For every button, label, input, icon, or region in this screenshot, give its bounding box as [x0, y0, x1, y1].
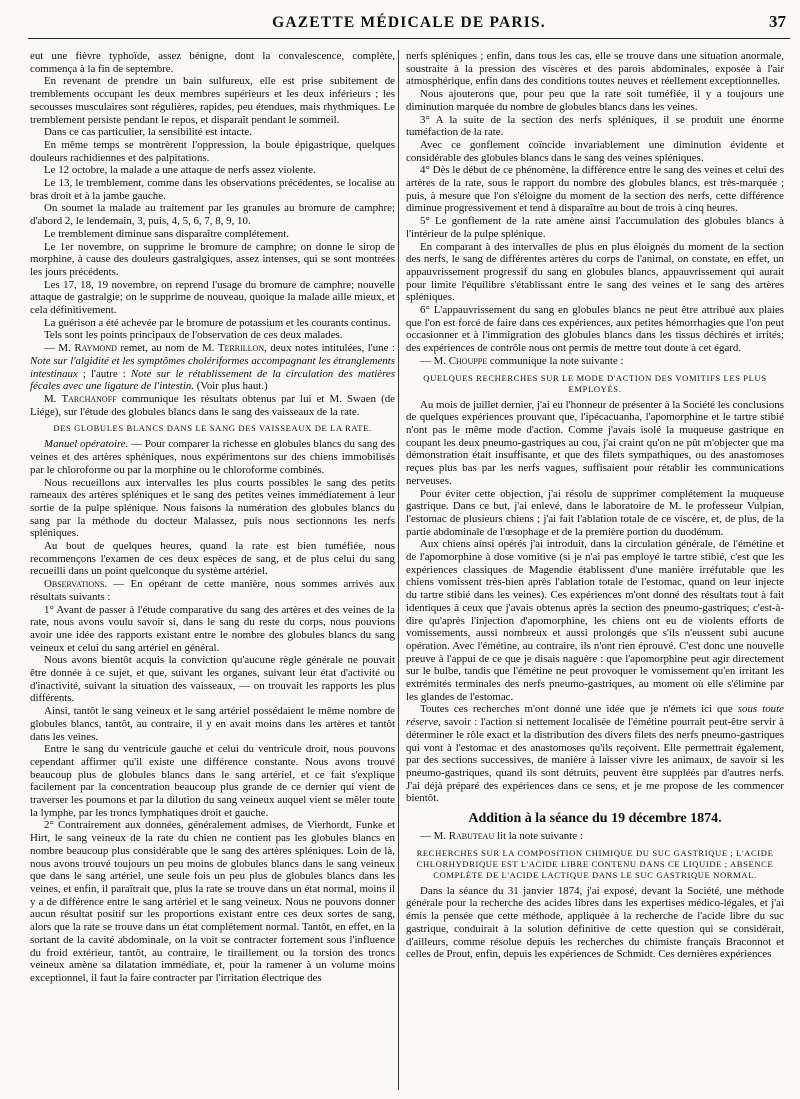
paragraph: Les 17, 18, 19 novembre, on reprend l'usage du bromure de camphre; nouvelle attaque de gastralgie; on le supprime de nouveau, quoique la malade aille mieux, et cela définitivement. — [30, 278, 395, 317]
text-run: communique la note suivante : — [487, 354, 624, 367]
text-run: ; l'autre : — [77, 367, 131, 380]
paragraph: Nous recueillons aux intervalles les plus courts possibles le sang des petits rameaux des artères spléniques et le sang des petites veines immédiatement à leur sortie de la pulpe splénique. Nous faisons la numération des globules blancs du sang par la méthode du docteur Malassez, puis nous sectionnons les nerfs spléniques. — [30, 476, 395, 540]
author-name: Terrillon — [217, 342, 265, 355]
raymond-paragraph — [30, 342, 395, 393]
paragraph: Ainsi, tantôt le sang veineux et le sang artériel possédaient le même nombre de globules blancs, tantôt, au contraire, il y en avait moins dans les artères et tantôt dans les veines. — [30, 705, 395, 743]
paragraph — [30, 438, 395, 476]
paragraph: 4° Dès le début de ce phénomène, la différence entre le sang des veines et celui des artères de la rate, sous le rapport du nombre des globules blancs, est très-marquée ; puis, à mesure que l'on s'éloigne du moment de la section des nerfs, cette différence diminue progressivement et tend à disparaître au bout de trois à cinq heures. — [406, 164, 784, 215]
text-run: Toutes ces recherches m'ont donné une idée que je n'émets ici que — [420, 703, 738, 716]
subheading: Manuel opératoire. — [44, 438, 129, 451]
paragraph: Au mois de juillet dernier, j'ai eu l'honneur de présenter à la Société les conclusions de quelques expériences prouvant que, l'ipécacuanha, l'apomorphine et le tartre stibié n'ont pas le même mode d'action. Comme j'avais isolé la muqueuse gastrique en coupant les deux pneumo-gastriques au cou, j'ai craint qu'on ne pût m'objecter que ma démonstration était insuffisante, et que des filets sympathiques, ou des anastomoses reçues plus bas par les nerfs vagues, suffisaient pour rétablir les communications nerveuses. — [406, 398, 784, 487]
right-column — [406, 50, 784, 1095]
paragraph: Nous ajouterons que, pour peu que la rate soit tuméfiée, il y a toujours une diminution marquée du nombre de globules blancs dans les veines. — [406, 88, 784, 113]
paragraph: 6° L'appauvrissement du sang en globules blancs ne peut être attribué aux plaies que l'on est forcé de faire dans ces expériences, aux petites hémorrhagies que l'on peut occasionner et à l'immigration des globules blancs dans les tissus déchirés et irrités; des expériences de contrôle nous ont permis de mettre tout doute à cet égard. — [406, 304, 784, 355]
paragraph: Avec ce gonflement coïncide invariablement une diminution évidente et considérable des globules blancs dans le sang des veines spléniques. — [406, 138, 784, 164]
column-divider — [398, 50, 399, 1090]
journal-title: GAZETTE MÉDICALE DE PARIS. — [272, 14, 546, 31]
section-title: QUELQUES RECHERCHES SUR LE MODE D'ACTION DES VOMITIFS LES PLUS EMPLOYÉS. — [423, 372, 767, 394]
paragraph: 3° A la suite de la section des nerfs spléniques, il se produit une énorme tuméfaction de la rate. — [406, 113, 784, 139]
author-name: Tarchanoff — [61, 392, 117, 405]
paragraph: Pour éviter cette objection, j'ai résolu de supprimer complétement la muqueuse gastrique. Dans ce but, j'ai enlevé, dans le laboratoire de M. le professeur Vulpian, l'estomac de plusieurs chiens ; j'ai fait l'ablation totale de ce viscère, et, de plus, de la partie abdominale de l'œsophage et de la première portion du duodénum. — [406, 487, 784, 538]
text-run: lit la note suivante : — [494, 830, 583, 843]
paragraph: Nous avons bientôt acquis la conviction qu'aucune règle générale ne pouvait être donnée à ce sujet, et que, suivant les organes, suivant leur état d'activité ou d'inactivité, suivant la situation des vaisseaux, — on trouvait les rapports les plus différents. — [30, 654, 395, 705]
text-run: — M. — [420, 830, 449, 843]
paragraph: En comparant à des intervalles de plus en plus éloignés du moment de la section des nerfs, le sang de différentes artères du corps de l'animal, on constate, en effet, un appauvrissement progressif du sang en globules blancs, appauvrissement qui aurait pour limite l'équilibre s'établissant entre le sang des veines et le sang des artères spléniques. — [406, 240, 784, 304]
addition-heading: Addition à la séance du 19 décembre 1874. — [468, 811, 722, 827]
author-name: Chouppe — [448, 354, 488, 367]
text-run: , savoir : l'action si nettement localisée de l'émétine pourrait peut-être servir à déterminer le rôle exact et la distribution des divers filets des nerfs pneumo-gastriques qui vont à l'estomac et des anastomoses qu'ils reçoivent. Elle permettrait également, par des sections successives, de manière à laisser vivre les animaux, de savoir si les pneumo-gastriques, quand ils sont détruits, peuvent être suppléés par d'autres nerfs. J'ai déjà préparé des expériences dans ce sens, et je me propose de les commencer bientôt. — [406, 716, 784, 805]
emphasis: sous toute réserve — [406, 703, 784, 729]
note-title: Note sur l'algidité et les symptômes cholériformes accompagnant les étranglements intestinaux — [30, 354, 395, 380]
paragraph: En revenant de prendre un bain sulfureux, elle est prise subitement de tremblements occupant les deux membres supérieurs et les deux inférieurs ; les secousses musculaires sont régulières, rapides, peu étendues, mais rhythmiques. Le tremblement persiste pendant le repos, et disparaît pendant le sommeil. — [30, 75, 395, 126]
paragraph: Le tremblement diminue sans disparaître complétement. — [44, 227, 289, 240]
paragraph: On soumet la malade au traitement par les granules au bromure de camphre; d'abord 2, le lendemain, 3, puis, 4, 5, 6, 7, 8, 9, 10. — [30, 202, 395, 228]
paragraph: eut une fièvre typhoïde, assez bénigne, dont la convalescence, complète, commença à la fin de septembre. — [30, 50, 395, 75]
paragraph — [30, 578, 395, 603]
page-number: 37 — [769, 12, 786, 31]
paragraph: Le 12 octobre, la malade a une attaque de nerfs assez violente. — [44, 164, 316, 177]
paragraph: 1° Avant de passer à l'étude comparative du sang des artères et des veines de la rate, nous avons voulu savoir si, dans le sang du reste du corps, nous pouvions avoir une idée des rapports existant entre le nombre des globules blancs du sang veineux et celui du sang artériel en général. — [30, 603, 395, 654]
text-run: — En opérant de cette manière, nous sommes arrivés aux résultats suivants : — [30, 578, 395, 603]
paragraph: La guérison a été achevée par le bromure de potassium et les courants continus. — [44, 316, 391, 329]
chouppe-paragraph — [406, 355, 784, 368]
paragraph — [406, 703, 784, 805]
section-title: DES GLOBULES BLANCS DANS LE SANG DES VAISSEAUX DE LA RATE. — [53, 423, 372, 434]
author-name: Rabuteau — [448, 830, 495, 843]
paragraph: 2° Contrairement aux données, généralement admises, de Vierhordt, Funke et Hirt, le sang veineux de la rate du chien ne contient pas les globules blancs en nombre beaucoup plus considérable que le sang des artères spléniques. Loin de là, nous avons trouvé toujours un peu moins de globules blancs dans le sang veineux que dans le sang artériel, une seule fois un peu plus de globules blancs dans les veines, et enfin, il paraîtrait que, plus la rate se trouve dans un état normal, moins il y a de différence entre le sang artériel et le sang veineux. Nous ne pouvons donner aucun résultat positif sur les proportions existant entre ces deux sortes de sang, alors que la rate se trouve dans un état complétement normal. Tantôt, en effet, en la sortant de la cavité abdominale, on la voit se contracter fortement sous l'influence du froid extérieur, tantôt, au contraire, le tiraillement ou la torsion des troncs veineux amène sa dilatation immédiate, et, pour la ramener à un volume moins exceptionnel, il faut la faire contracter par l'irritation électrique des — [30, 819, 395, 984]
text-run: (Voir plus haut.) — [194, 380, 268, 393]
paragraph: En même temps se montrèrent l'oppression, la boule épigastrique, quelques douleurs rachidiennes et des palpitations. — [30, 138, 395, 164]
text-run: — Pour comparer la richesse en globules blancs du sang des veines et des artères sphéniques, nous expérimentons sur des chiens immobilisés par le chloroforme ou par la morphine ou le chloroforme combinés. — [30, 438, 395, 476]
text-run: — M. — [420, 354, 449, 367]
text-run: remet, au nom de M. — [116, 342, 218, 355]
paragraph: Aux chiens ainsi opérés j'ai introduit, dans la circulation générale, de l'émétine et de l'apomorphine à dose vomitive (si je n'ai pas employé le tartre stibié, c'est que les expériences classiques de Magendie établissent d'une manière irréfutable que les chiens vomissent très-bien après l'ablation totale de l'estomac, quand on leur injecte du tartre stibié dans les veines). Ces expériences m'ont donné des résultats tout à fait identiques à ceux que j'avais obtenus après la section des pneumo-gastriques; c'est-à-dire qu'après l'injection d'apomorphine, les chiens ont eu de violents efforts de vomissements, aussi nombreux et aussi prolongés que s'ils n'eussent subi aucune opération. Avec l'émétine, au contraire, ils n'ont rien éprouvé. C'est donc une nouvelle preuve à l'appui de ce que je disais naguère : que l'apomorphine peut agir directement sur le bulbe, tandis que l'émétine ne peut provoquer le vomissement qu'en irritant les extrémités terminales des nerfs pneumo-gastriques, au moment où elle s'élimine par les glandes de l'estomac. — [406, 538, 784, 703]
paragraph: Dans ce cas particulier, la sensibilité est intacte. — [44, 126, 252, 139]
paragraph: nerfs spléniques ; enfin, dans tous les cas, elle se trouve dans une situation anormale, soustraite à la pression des viscères et des parois abdominales, exposée à l'air atmosphérique, enfin dans des conditions toutes neuves et réellement exceptionnelles. — [406, 50, 784, 88]
text-run: communique les résultats obtenus par lui et M. Swaen (de Liége), sur l'étude des globules blancs dans le sang des vaisseaux de la rate. — [30, 392, 395, 418]
text-run: , deux notes intitulées, l'une : — [264, 342, 395, 355]
paragraph: Entre le sang du ventricule gauche et celui du ventricule droit, nous pouvons cependant affirmer qu'il existe une différence constante. Nous avons trouvé beaucoup plus de globules blancs dans le sang artériel, et ce fait s'explique facilement par la concentration beaucoup plus grande de ce dernier qui vient de traverser les poumons et par la dilution du sang veineux auquel vient se mêler toute la lymphe, par les troncs lymphatiques droit et gauche. — [30, 743, 395, 819]
paragraph: Le 1er novembre, on supprime le bromure de camphre; on donne le sirop de morphine, à cause des douleurs gastralgiques, assez intenses, qui se sont montrées les jours précédents. — [30, 240, 395, 278]
text-run: — M. — [44, 342, 75, 355]
text-run: M. — [44, 392, 62, 405]
paragraph: Dans la séance du 31 janvier 1874, j'ai exposé, devant la Société, une méthode générale pour la recherche des acides libres dans les expertises médico-légales, et j'ai émis la pensée que cette méthode, appliquée à la recherche de l'acide libre du suc gastrique, conduirait à la solution définitive de cette question qui se considérait, d'ailleurs, comme résolue depuis les recherches du chimiste français Braconnot et celles de Prout, enfin, depuis les expériences de Schmidt. Ces dernières expériences — [406, 884, 784, 961]
paragraph: Tels sont les points principaux de l'observation de ces deux malades. — [44, 329, 343, 342]
tarchanoff-paragraph — [30, 393, 395, 418]
page-header — [28, 12, 790, 39]
section-title: RECHERCHES SUR LA COMPOSITION CHIMIQUE DU SUC GASTRIQUE ; L'ACIDE CHLORHYDRIQUE EST L'ACIDE LIBRE CONTENU DANS CE LIQUIDE ; ABSENCE COMPLÈTE DE L'ACIDE LACTIQUE DANS LE SUC GASTRIQUE NORMAL. — [416, 847, 774, 880]
paragraph: Au bout de quelques heures, quand la rate est bien tuméfiée, nous recommençons l'examen de ces deux espèces de sang, et de plus celui du sang recueilli dans un point quelconque du système artériel. — [30, 540, 395, 578]
left-column — [30, 50, 395, 1095]
rabuteau-paragraph — [406, 830, 784, 843]
paragraph: Le 13, le tremblement, comme dans les observations précédentes, se localise au bras droit et à la jambe gauche. — [30, 177, 395, 202]
subheading: Observations. — [44, 578, 108, 591]
author-name: Raymond — [74, 342, 117, 355]
paragraph: 5° Le gonflement de la rate amène ainsi l'accumulation des globules blancs à l'intérieur de la pulpe splénique. — [406, 215, 784, 240]
note-title: Note sur le rétablissement de la circulation des matières fécales avec une ligature de l'intestin. — [30, 367, 395, 393]
